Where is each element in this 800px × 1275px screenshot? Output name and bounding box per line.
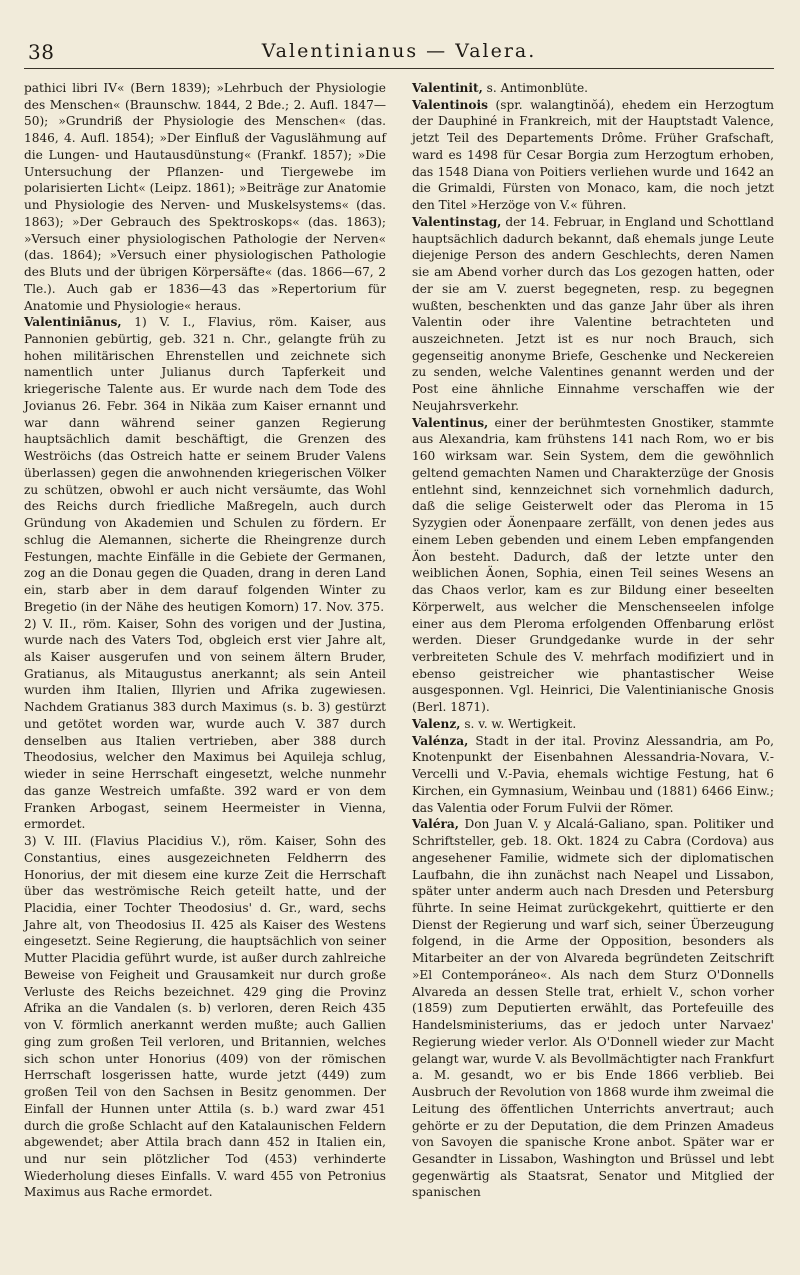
- entry-text: 3) V. III. (Flavius Placidius V.), röm. Kaiser, Sohn des Constantius, eines ausgezeichneten Feldherrn des Honorius, der mit diesem eine kurze Zeit die Herrschaft über das weströmische Reich geteilt hatte, und der Placidia, einer Tochter Theodosius' d. Gr., ward, sechs Jahre alt, von Theodosius II. 425 als Kaiser des Westens eingesetzt. Seine Regierung, die hauptsächlich von seiner Mutter Placidia geführt wurde, ist außer durch zahlreiche Beweise von Feigheit und Grausamkeit nur durch große Verluste des Reichs bezeichnet. 429 ging die Provinz Afrika an die Vandalen (s. b) verloren, deren Reich 435 von V. förmlich anerkannt werden mußte; auch Gallien ging zum großen Teil verloren, und Britannien, welches sich schon unter Honorius (409) von der römischen Herrschaft losgerissen hatte, wurde jetzt (449) zum großen Teil von den Sachsen in Besitz genommen. Der Einfall der Hunnen unter Attila (s. b.) ward zwar 451 durch die große Schlacht auf den Katalaunischen Feldern abgewendet; aber Attila brach dann 452 in Italien ein, und nur sein plötzlicher Tod (453) verhinderte Wiederholung dieses Einfalls. V. ward 455 von Petronius Maximus aus Rache ermordet.: [24, 834, 386, 1200]
- running-title: Valentinianus — Valera.: [261, 40, 537, 62]
- header-rule: [24, 68, 774, 69]
- dictionary-entry: [412, 97, 774, 214]
- entry-headword: Valentinit,: [412, 81, 483, 95]
- entry-text: pathici libri IV« (Bern 1839); »Lehrbuch der Physiologie des Menschen« (Braunschw. 1844, 2 Bde.; 2. Aufl. 1847—50); »Grundriß der Physiologie des Menschen« (das. 1846, 4. Aufl. 1854); »Der Einfluß der Vaguslähmung auf die Lungen- und Hautausdünstung« (Frankf. 1857); »Die Untersuchung der Pflanzen- und Tiergewebe im polarisierten Licht« (Leipz. 1861); »Beiträge zur Anatomie und Physiologie des Nerven- und Muskelsystems« (das. 1863); »Der Gebrauch des Spektroskops« (das. 1863); »Versuch einer physiologischen Pathologie der Nerven« (das. 1864); »Versuch einer physiologischen Pathologie des Bluts und der übrigen Körpersäfte« (das. 1866—67, 2 Tle.). Auch gab er 1836—43 das »Repertorium für Anatomie und Physiologie« heraus.: [24, 81, 386, 313]
- entry-text: Don Juan V. y Alcalá-Galiano, span. Politiker und Schriftsteller, geb. 18. Okt. 1824 zu Cabra (Cordova) aus angesehener Familie, widmete sich der diplomatischen Laufbahn, die ihn zunächst nach Neapel und Lissabon, später unter anderm auch nach Dresden und Petersburg führte. In seine Heimat zurückgekehrt, quittierte er den Dienst der Regierung und warf sich, seiner Überzeugung folgend, in die Arme der Opposition, besonders als Mitarbeiter an der von Alvareda begründeten Zeitschrift »El Contemporáneo«. Als nach dem Sturz O'Donnells Alvareda an dessen Stelle trat, erhielt V., schon vorher (1859) zum Deputierten erwählt, das Portefeuille des Handelsministeriums, das er jedoch unter Narvaez' Regierung wieder verlor. Als O'Donnell wieder zur Macht gelangt war, wurde V. als Bevollmächtigter nach Frankfurt a. M. gesandt, wo er bis Ende 1866 verblieb. Bei Ausbruch der Revolution von 1868 wurde ihm zweimal die Leitung des öffentlichen Unterrichts anvertraut; auch gehörte er zu der Deputation, die dem Prinzen Amadeus von Savoyen die spanische Krone anbot. Später war er Gesandter in Lissabon, Washington und Brüssel und lebt gegenwärtig als Staatsrat, Senator und Mitglied der spanischen: [412, 817, 774, 1200]
- dictionary-entry: [412, 816, 774, 1201]
- dictionary-entry: [412, 80, 774, 97]
- page-number: 38: [28, 40, 55, 64]
- entry-headword: Valéra,: [412, 817, 459, 832]
- right-column: [412, 80, 774, 1201]
- dictionary-entry: [412, 415, 774, 716]
- entry-headword: Valenz,: [412, 716, 461, 731]
- entry-headword: Valénza,: [412, 733, 469, 748]
- entry-text: der 14. Februar, in England und Schottland hauptsächlich dadurch bekannt, daß ehemals junge Leute diejenige Person des andern Geschlechts, deren Namen sie am Abend vorher durch das Los gezogen hatten, oder der sie am V. zuerst begegneten, resp. zu begegnen wußten, beschenkten und das ganze Jahr über als ihren Valentin oder ihre Valentine betrachteten und auszeichneten. Jetzt ist es nur noch Brauch, sich gegenseitig anonyme Briefe, Geschenke und Neckereien zu senden, welche Valentines genannt werden und der Post eine ähnliche Einnahme verschaffen wie der Neujahrsverkehr.: [412, 214, 774, 413]
- dictionary-entry: [412, 716, 774, 733]
- entry-text: Stadt in der ital. Provinz Alessandria, am Po, Knotenpunkt der Eisenbahnen Alessandria-Novara, V.-Vercelli und V.-Pavia, ehemals wichtige Festung, hat 6 Kirchen, ein Gymnasium, Weinbau und (1881) 6466 Einw.; das Valentia oder Forum Fulvii der Römer.: [412, 733, 774, 815]
- dictionary-entry: [412, 214, 774, 415]
- page-header: [24, 30, 774, 70]
- entry-headword: Valentiniānus,: [24, 315, 122, 330]
- entry-text: einer der berühmtesten Gnostiker, stammte aus Alexandria, kam frühstens 141 nach Rom, wo er bis 160 wirksam war. Sein System, dem die gewöhnlich geltend gemachten Namen und Charakterzüge der Gnosis entlehnt sind, kennzeichnet sich vornehmlich dadurch, daß die selige Geisterwelt oder das Pleroma in 15 Syzygien oder Äonenpaare zerfällt, von denen jedes aus einem Leben gebenden und einem Leben empfangenden Äon besteht. Dadurch, daß der letzte unter den weiblichen Äonen, Sophia, einen Teil seines Wesens an das Chaos verlor, kam es zur Bildung einer beseelten Körperwelt, aus welcher die Menschenseelen infolge einer aus dem Pleroma erfolgenden Offenbarung erlöst werden. Dieser Grundgedanke wurde in der sehr verbreiteten Schule des V. mehrfach modifiziert und in ebenso geistreicher wie phantastischer Weise ausgesponnen. Vgl. Heinrici, Die Valentinianische Gnosis (Berl. 1871).: [412, 415, 774, 715]
- dictionary-entry: [24, 833, 386, 1201]
- entry-headword: Valentinus,: [412, 415, 489, 430]
- dictionary-entry: [412, 733, 774, 817]
- left-column: [24, 80, 386, 1201]
- entry-text: s. v. w. Wertigkeit.: [460, 716, 577, 731]
- entry-text: s. Antimonblüte.: [482, 81, 589, 95]
- dictionary-entry: [24, 80, 386, 314]
- entry-headword: Valentinstag,: [412, 214, 502, 229]
- dictionary-entry: [24, 314, 386, 615]
- entry-text: (spr. walangtinŏá), ehedem ein Herzogtum der Dauphiné in Frankreich, mit der Hauptstadt Valence, jetzt Teil des Departements Drôme. Früher Grafschaft, ward es 1498 für Cesar Borgia zum Herzogtum erhoben, das 1548 Diana von Poitiers verliehen wurde und 1642 an die Grimaldi, Fürsten von Monaco, kam, die noch jetzt den Titel »Herzöge von V.« führen.: [412, 97, 774, 213]
- entry-headword: Valentinois: [412, 97, 488, 112]
- dictionary-entry: [24, 616, 386, 834]
- entry-text: 1) V. I., Flavius, röm. Kaiser, aus Pannonien gebürtig, geb. 321 n. Chr., gelangte früh zu hohen militärischen Ehrenstellen und zeichnete sich namentlich unter Julianus durch Tapferkeit und kriegerische Talente aus. Er wurde nach dem Tode des Jovianus 26. Febr. 364 in Nikäa zum Kaiser ernannt und war dann während seiner ganzen Regierung hauptsächlich damit beschäftigt, die Grenzen des Weströichs (das Ostreich hatte er seinem Bruder Valens überlassen) gegen die anwohnenden kriegerischen Völker zu schützen, obwohl er auch nicht versäumte, das Wohl des Reichs durch friedliche Maßregeln, auch durch Gründung von Akademien und Schulen zu fördern. Er schlug die Alemannen, sicherte die Rheingrenze durch Festungen, machte Einfälle in die Gebiete der Germanen, zog an die Donau gegen die Quaden, drang in deren Land ein, starb aber in dem darauf folgenden Winter zu Bregetio (in der Nähe des heutigen Komorn) 17. Nov. 375.: [24, 315, 386, 614]
- entry-text: 2) V. II., röm. Kaiser, Sohn des vorigen und der Justina, wurde nach des Vaters Tod, obgleich erst vier Jahre alt, als Kaiser ausgerufen und von seinem ältern Bruder, Gratianus, als Mitaugustus anerkannt; als sein Anteil wurden ihm Italien, Illyrien und Afrika zugewiesen. Nachdem Gratianus 383 durch Maximus (s. b. 3) gestürzt und getötet worden war, wurde auch V. 387 durch denselben aus Italien vertrieben, aber 388 durch Theodosius, welcher den Maximus bei Aquileja schlug, wieder in seine Herrschaft eingesetzt, welche nunmehr das ganze Westreich umfaßte. 392 ward er von dem Franken Arbogast, seinem Heermeister in Vienna, ermordet.: [24, 616, 386, 832]
